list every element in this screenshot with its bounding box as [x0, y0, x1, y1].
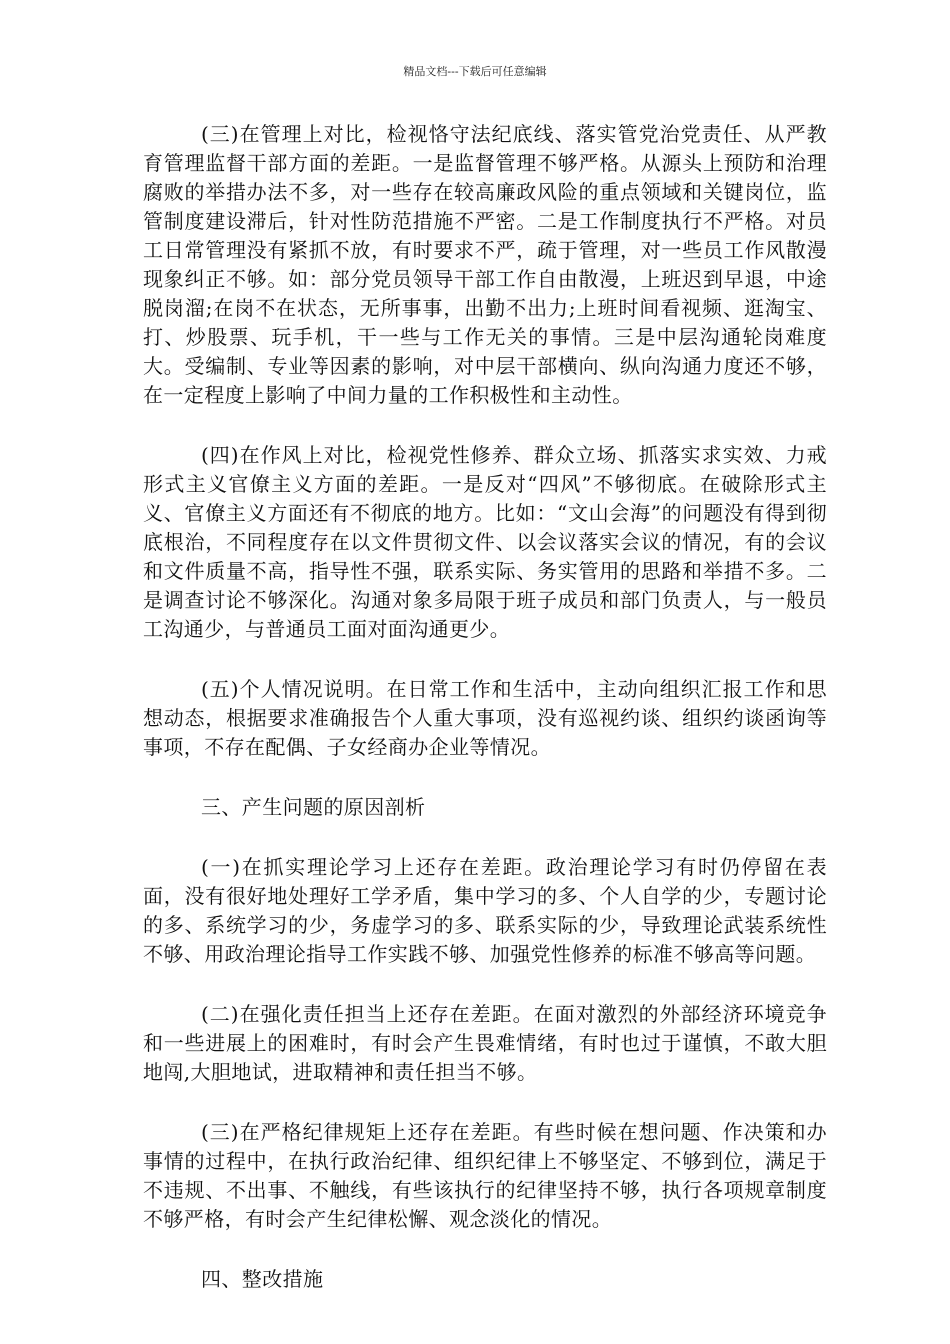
paragraph-work-style: (四)在作风上对比，检视党性修养、群众立场、抓落实求实效、力戒形式主义官僚主义方面的差距。一是反对“四风”不够彻底。在破除形式主义、官僚主义方面还有不彻底的地方。比如：“文山会海”的问题没有得到彻底根治，不同程度存在以文件贯彻文件、以会议落实会议的情况，有的会议和文件质量不高，指导性不强，联系实际、务实管用的思路和举措不多。二是调查讨论不够深化。沟通对象多局限于班子成员和部门负责人，与一般员工沟通少，与普通员工面对面沟通更少。	[143, 443, 827, 641]
paragraph-management: (三)在管理上对比，检视恪守法纪底线、落实管党治党责任、从严教育管理监督干部方面的差距。一是监督管理不够严格。从源头上预防和治理腐败的举措办法不多，对一些存在较高廉政风险的重点领域和关键岗位，监管制度建设滞后，针对性防范措施不严密。二是工作制度执行不严格。对员工日常管理没有紧抓不放，有时要求不严，疏于管理，对一些员工作风散漫现象纠正不够。如：部分党员领导干部工作自由散漫，上班迟到早退，中途脱岗溜;在岗不在状态，无所事事，出勤不出力;上班时间看视频、逛淘宝、打、炒股票、玩手机，干一些与工作无关的事情。三是中层沟通轮岗难度大。受编制、专业等因素的影响，对中层干部横向、纵向沟通力度还不够，在一定程度上影响了中间力量的工作积极性和主动性。	[143, 122, 827, 407]
paragraph-personal-situation: (五)个人情况说明。在日常工作和生活中，主动向组织汇报工作和思想动态，根据要求准确报告个人重大事项，没有巡视约谈、组织约谈函询等事项，不存在配偶、子女经商办企业等情况。	[143, 677, 827, 759]
section-heading-rectification: 四、整改措施	[201, 1267, 324, 1291]
paragraph-theory-study: (一)在抓实理论学习上还存在差距。政治理论学习有时仍停留在表面，没有很好地处理好工学矛盾，集中学习的多、个人自学的少，专题讨论的多、系统学习的少，务虚学习的多、联系实际的少，导致理论武装系统性不够、用政治理论指导工作实践不够、加强党性修养的标准不够高等问题。	[143, 855, 827, 966]
page-header: 精品文档---下载后可任意编辑	[403, 65, 547, 78]
paragraph-discipline: (三)在严格纪律规矩上还存在差距。有些时候在想问题、作决策和办事情的过程中，在执行政治纪律、组织纪律上不够坚定、不够到位，满足于不违规、不出事、不触线，有些该执行的纪律坚持不够，执行各项规章制度不够严格，有时会产生纪律松懈、观念淡化的情况。	[143, 1120, 827, 1231]
paragraph-responsibility: (二)在强化责任担当上还存在差距。在面对激烈的外部经济环境竞争和一些进展上的困难时，有时会产生畏难情绪，有时也过于谨慎，不敢大胆地闯,大胆地试，进取精神和责任担当不够。	[143, 1002, 827, 1084]
section-heading-causes: 三、产生问题的原因剖析	[201, 795, 426, 819]
document-body	[143, 120, 827, 1325]
